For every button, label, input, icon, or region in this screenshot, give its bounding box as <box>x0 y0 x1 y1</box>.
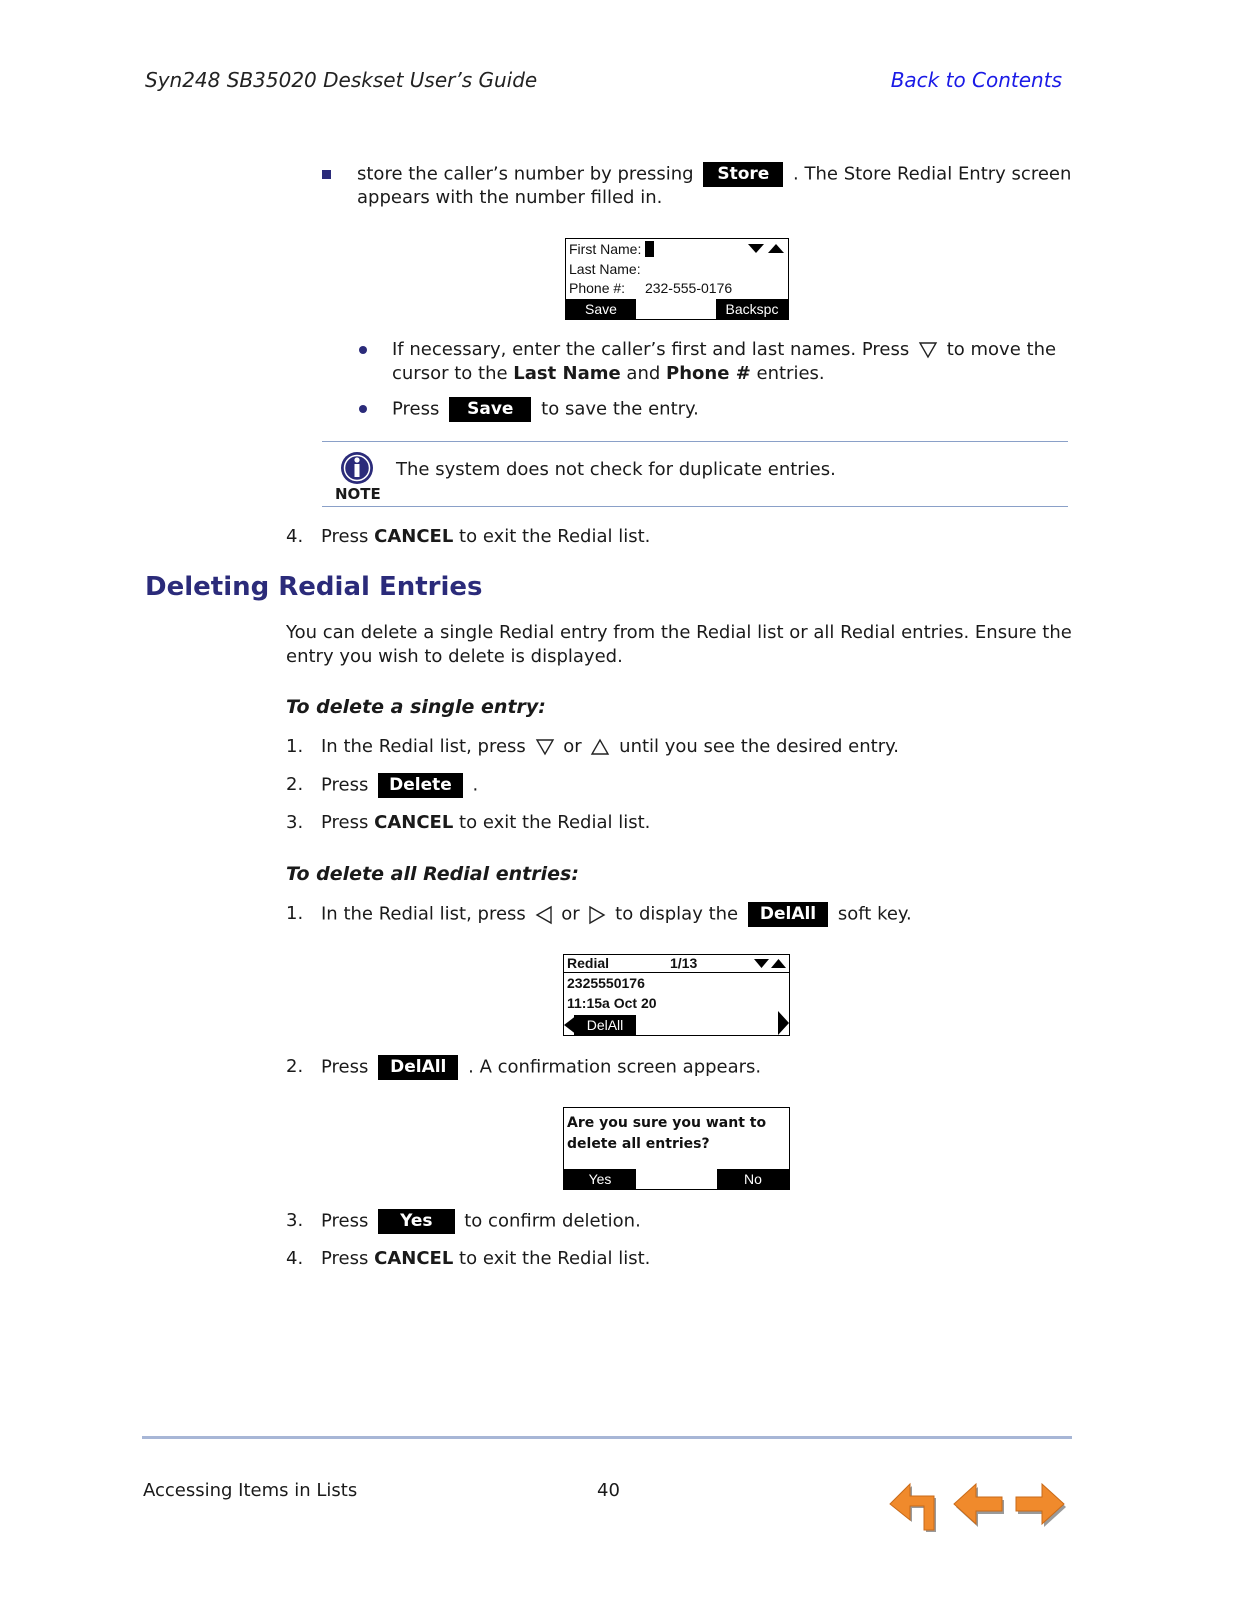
lcd-store-redial-entry: First Name: Last Name: Phone #: 232-555-0176 Save Backspc <box>565 238 789 320</box>
delall-softkey: DelAll <box>378 1055 458 1080</box>
lcd-backspc-key: Backspc <box>716 299 788 319</box>
single-entry-heading: To delete a single entry: <box>286 696 546 718</box>
info-icon <box>339 450 375 486</box>
page-number: 40 <box>597 1480 620 1501</box>
note-text: The system does not check for duplicate entries. <box>396 459 836 480</box>
up-arrow-icon <box>590 738 610 756</box>
round-bullet-icon <box>359 346 367 354</box>
section-heading: Deleting Redial Entries <box>145 572 483 602</box>
left-arrow-icon <box>535 905 553 925</box>
note-top-rule <box>322 441 1068 442</box>
right-arrow-icon <box>588 905 606 925</box>
note-label: NOTE <box>335 485 381 503</box>
lcd-save-key: Save <box>566 299 636 319</box>
note-bottom-rule <box>322 506 1068 507</box>
all-entries-heading: To delete all Redial entries: <box>286 863 579 885</box>
footer-rule <box>142 1436 1072 1439</box>
return-arrow-icon[interactable] <box>886 1480 942 1534</box>
lcd-delall-key: DelAll <box>574 1015 636 1035</box>
previous-page-arrow-icon[interactable] <box>952 1482 1006 1532</box>
lcd-redial: Redial 1/13 2325550176 11:15a Oct 20 DelAll <box>563 954 790 1036</box>
down-arrow-icon <box>918 341 938 359</box>
store-softkey: Store <box>703 162 783 187</box>
down-arrow-icon <box>535 738 555 756</box>
scroll-arrows-icon <box>753 958 787 969</box>
lcd-yes-key: Yes <box>564 1169 636 1189</box>
step-4-cancel: 4. Press CANCEL to exit the Redial list. <box>286 526 651 547</box>
scroll-arrows-icon <box>746 242 786 254</box>
delall-softkey: DelAll <box>748 902 828 927</box>
document-title: Syn248 SB35020 Deskset User’s Guide <box>145 68 538 92</box>
cursor-block <box>645 241 654 257</box>
lcd-confirm-delete: Are you sure you want to delete all entries? Yes No <box>563 1107 790 1190</box>
lcd-right-arrow-icon <box>777 1011 789 1035</box>
next-page-arrow-icon[interactable] <box>1014 1482 1068 1532</box>
yes-softkey: Yes <box>378 1209 454 1234</box>
delete-softkey: Delete <box>378 773 463 798</box>
back-to-contents-link[interactable]: Back to Contents <box>890 68 1062 92</box>
lcd-no-key: No <box>717 1169 789 1189</box>
footer-section: Accessing Items in Lists <box>143 1480 358 1501</box>
square-bullet-icon <box>322 170 331 179</box>
save-softkey: Save <box>449 397 531 422</box>
round-bullet-icon <box>359 405 367 413</box>
